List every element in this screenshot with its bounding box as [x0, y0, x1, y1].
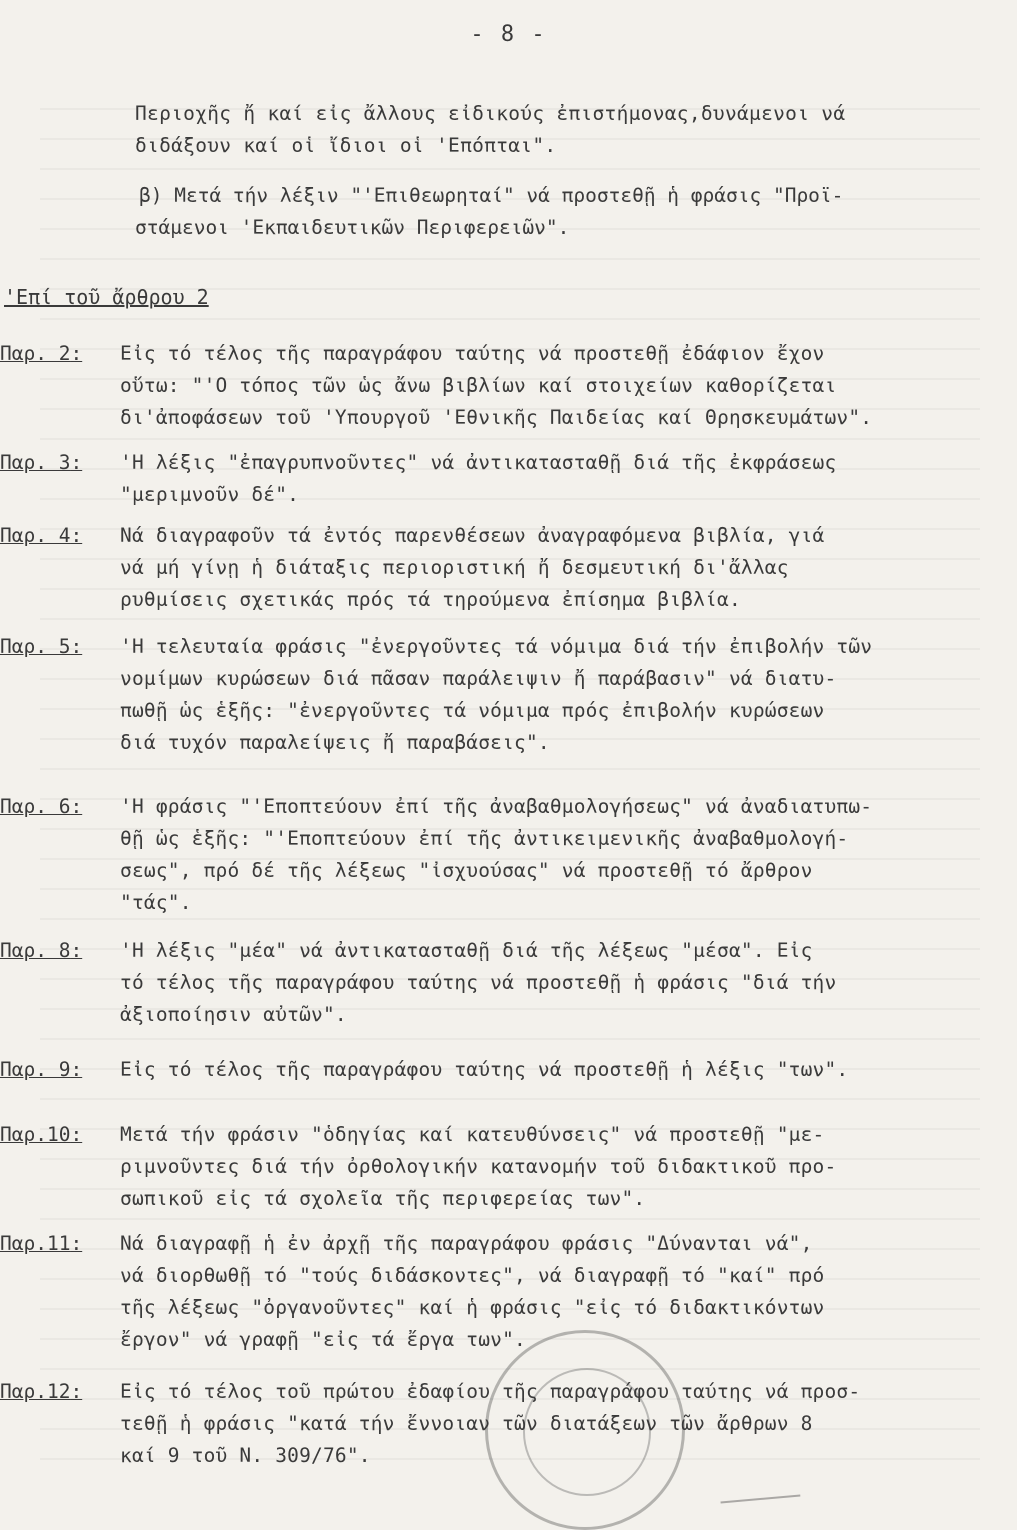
text-line: καί 9 τοῦ Ν. 309/76".	[120, 1444, 371, 1467]
text-line: β) Μετά τήν λέξιν "'Επιθεωρηταί" νά προστεθῇ ἡ φράσις "Προϊ-	[139, 184, 844, 207]
text-line: διά τυχόν παραλείψεις ἤ παραβάσεις".	[120, 731, 550, 754]
page-number: - 8 -	[470, 22, 547, 47]
paragraph-label-text: Παρ. 3	[0, 451, 71, 474]
amendment-text	[120, 1054, 980, 1086]
text-line: οὕτω: "'Ο τόπος τῶν ὡς ἄνω βιβλίων καί στοιχείων καθορίζεται	[120, 374, 837, 397]
text-line: Νά διαγραφῇ ἡ ἐν ἀρχῇ τῆς παραγράφου φράσις "Δύνανται νά",	[120, 1232, 813, 1255]
amendment-text	[120, 631, 980, 759]
text-line: 'Η τελευταία φράσις "ἐνεργοῦντες τά νόμιμα διά τήν ἐπιβολήν τῶν	[120, 635, 873, 658]
paragraph-label-text: Παρ. 2	[0, 342, 71, 365]
text-line: ριμνοῦντες διά τήν ὀρθολογικήν κατανομήν τοῦ διδακτικοῦ προ-	[120, 1155, 837, 1178]
text-line: "τάς".	[120, 891, 192, 914]
text-line: τεθῇ ἡ φράσις "κατά τήν ἔννοιαν τῶν διατάξεων τῶν ἄρθρων 8	[120, 1412, 813, 1435]
paragraph-label-text: Παρ. 8	[0, 939, 71, 962]
amendment-text	[120, 338, 980, 434]
amendment-item	[0, 520, 1000, 616]
text-line: Εἰς τό τέλος τῆς παραγράφου ταύτης νά προστεθῇ ἡ λέξις "των".	[120, 1058, 849, 1081]
amendment-item	[0, 935, 1000, 1031]
paragraph-label: Παρ. 3:	[0, 451, 83, 474]
text-line: νά διορθωθῇ τό "τούς διδάσκοντες", νά διαγραφῇ τό "καί" πρό	[120, 1264, 825, 1287]
subclause-b	[135, 180, 975, 244]
amendment-text	[120, 791, 980, 919]
paragraph-label: Παρ.12:	[0, 1380, 83, 1403]
amendment-item	[0, 791, 1000, 919]
text-line: ἔργον" νά γραφῇ "εἰς τά ἔργα των".	[120, 1328, 526, 1351]
text-line: δι'ἀποφάσεων τοῦ 'Υπουργοῦ 'Εθνικῆς Παιδείας καί Θρησκευμάτων".	[120, 406, 873, 429]
text-line: πωθῇ ὡς ἑξῆς: "ἐνεργοῦντες τά νόμιμα πρός ἐπιβολήν κυρώσεων	[120, 699, 825, 722]
text-line: Εἰς τό τέλος τοῦ πρώτου ἐδαφίου τῆς παραγράφου ταύτης νά προσ-	[120, 1380, 861, 1403]
text-line: ρυθμίσεις σχετικάς πρός τά τηρούμενα ἐπίσημα βιβλία.	[120, 588, 741, 611]
amendment-text	[120, 1119, 980, 1215]
text-line: σεως", πρό δέ τῆς λέξεως "ἰσχυούσας" νά προστεθῇ τό ἄρθρον	[120, 859, 813, 882]
text-line: διδάξουν καί οἱ ἴδιοι οἱ 'Επόπται".	[135, 134, 557, 157]
paragraph-label: Παρ. 4:	[0, 524, 83, 547]
text-line: Περιοχῆς ἤ καί εἰς ἄλλους εἰδικούς ἐπιστήμονας,δυνάμενοι νά	[135, 102, 846, 125]
text-line: 'Η λέξις "ἐπαγρυπνοῦντες" νά ἀντικατασταθῇ διά τῆς ἐκφράσεως	[120, 451, 837, 474]
amendment-item	[0, 338, 1000, 434]
intro-paragraph	[135, 98, 975, 162]
official-stamp	[485, 1330, 685, 1530]
text-line: Μετά τήν φράσιν "ὁδηγίας καί κατευθύνσεις" νά προστεθῇ "με-	[120, 1123, 825, 1146]
amendment-item	[0, 1228, 1000, 1356]
text-line: τῆς λέξεως "ὀργανοῦντες" καί ἡ φράσις "εἰς τό διδακτικόντων	[120, 1296, 825, 1319]
amendment-text	[120, 935, 980, 1031]
text-line: τό τέλος τῆς παραγράφου ταύτης νά προστεθῇ ἡ φράσις "διά τήν	[120, 971, 837, 994]
amendment-text	[120, 447, 980, 511]
paragraph-label: Παρ. 9:	[0, 1058, 83, 1081]
amendment-item	[0, 631, 1000, 759]
section-heading: 'Επί τοῦ ἄρθρου 2	[4, 285, 209, 309]
text-line: 'Η φράσις "'Εποπτεύουν ἐπί τῆς ἀναβαθμολογήσεως" νά ἀναδιατυπω-	[120, 795, 873, 818]
text-line: σωπικοῦ εἰς τά σχολεῖα τῆς περιφερείας των".	[120, 1187, 646, 1210]
paragraph-label-text: Παρ.11	[0, 1232, 71, 1255]
paragraph-label-text: Παρ.10	[0, 1123, 71, 1146]
text-line: Εἰς τό τέλος τῆς παραγράφου ταύτης νά προστεθῇ ἐδάφιον ἔχον	[120, 342, 825, 365]
text-line: "μεριμνοῦν δέ".	[120, 483, 300, 506]
text-line: ἀξιοποίησιν αὐτῶν".	[120, 1003, 347, 1026]
amendment-item	[0, 1054, 1000, 1086]
paragraph-label-text: Παρ. 9	[0, 1058, 71, 1081]
paragraph-label: Παρ. 6:	[0, 795, 83, 818]
paragraph-label-text: Παρ. 6	[0, 795, 71, 818]
text-line: 'Η λέξις "μέα" νά ἀντικατασταθῇ διά τῆς λέξεως "μέσα". Εἰς	[120, 939, 813, 962]
paragraph-label-text: Παρ.12	[0, 1380, 71, 1403]
paragraph-label: Παρ.10:	[0, 1123, 83, 1146]
signature	[720, 1485, 801, 1504]
text-line: νά μή γίνῃ ἡ διάταξις περιοριστική ἤ δεσμευτική δι'ἄλλας	[120, 556, 789, 579]
amendment-item	[0, 447, 1000, 511]
text-line: στάμενοι 'Εκπαιδευτικῶν Περιφερειῶν".	[135, 216, 570, 239]
paragraph-label: Παρ. 5:	[0, 635, 83, 658]
text-line: Νά διαγραφοῦν τά ἐντός παρενθέσεων ἀναγραφόμενα βιβλία, γιά	[120, 524, 825, 547]
paragraph-label-text: Παρ. 4	[0, 524, 71, 547]
text-line: νομίμων κυρώσεων διά πᾶσαν παράλειψιν ἤ παράβασιν" νά διατυ-	[120, 667, 837, 690]
paragraph-label: Παρ. 2:	[0, 342, 83, 365]
text-line: θῇ ὡς ἑξῆς: "'Εποπτεύουν ἐπί τῆς ἀντικειμενικῆς ἀναβαθμολογή-	[120, 827, 849, 850]
paragraph-label: Παρ. 8:	[0, 939, 83, 962]
paragraph-label: Παρ.11:	[0, 1232, 83, 1255]
amendment-text	[120, 520, 980, 616]
paragraph-label-text: Παρ. 5	[0, 635, 71, 658]
amendment-item	[0, 1119, 1000, 1215]
